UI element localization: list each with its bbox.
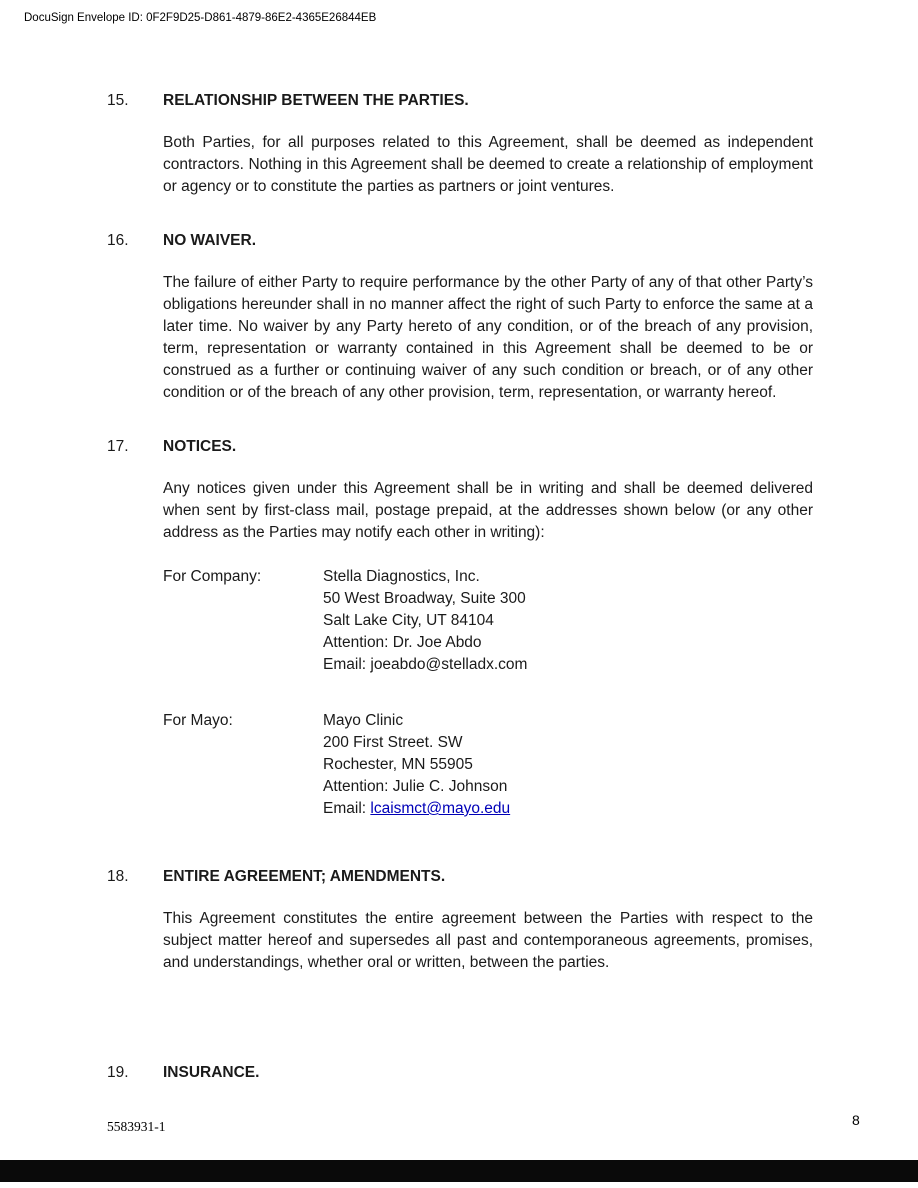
section-heading: NO WAIVER. bbox=[163, 232, 257, 249]
contact-line: Mayo Clinic bbox=[323, 712, 404, 729]
section-relationship bbox=[107, 90, 813, 198]
section-heading: INSURANCE. bbox=[163, 1064, 260, 1081]
page-bottom-edge bbox=[0, 1160, 918, 1182]
page-number: 8 bbox=[852, 1112, 860, 1128]
section-number: 19. bbox=[107, 1064, 129, 1081]
contact-line: Salt Lake City, UT 84104 bbox=[323, 612, 494, 629]
section-number: 15. bbox=[107, 92, 129, 109]
contact-email-line bbox=[323, 798, 510, 820]
contact-label: For Company: bbox=[163, 568, 262, 585]
contact-line: 200 First Street. SW bbox=[323, 734, 463, 751]
section-paragraph: The failure of either Party to require performance by the other Party of any of that other Party’s obligations hereunder shall in no manner affect the right of such Party to enforce the same at a later time. No waiver by any Party hereto of any condition, or of the breach of any provision, term, representation or warranty contained in this Agreement shall be deemed to be or construed as a further or continuing waiver of any such condition or breach, or of any other condition or of the breach of any other provision, term, representation, or warranty hereof. bbox=[163, 274, 813, 401]
contact-mayo bbox=[163, 710, 813, 820]
section-number: 16. bbox=[107, 232, 129, 249]
section-insurance bbox=[107, 1062, 813, 1084]
section-paragraph: Any notices given under this Agreement shall be in writing and shall be deemed delivered when sent by first-class mail, postage prepaid, at the addresses shown below (or any other address as the Parties may notify each other in writing): bbox=[163, 480, 813, 541]
section-heading: ENTIRE AGREEMENT; AMENDMENTS. bbox=[163, 868, 446, 885]
section-paragraph: This Agreement constitutes the entire agreement between the Parties with respect to the subject matter hereof and supersedes all past and contemporaneous agreements, promises, and understandings, whether oral or written, between the parties. bbox=[163, 910, 813, 971]
section-number: 18. bbox=[107, 868, 129, 885]
section-no-waiver bbox=[107, 230, 813, 404]
section-number: 17. bbox=[107, 438, 129, 455]
section-notices bbox=[107, 436, 813, 820]
contact-line: 50 West Broadway, Suite 300 bbox=[323, 590, 526, 607]
contact-label: For Mayo: bbox=[163, 712, 233, 729]
contact-line: Attention: Julie C. Johnson bbox=[323, 778, 508, 795]
contact-line: Attention: Dr. Joe Abdo bbox=[323, 634, 482, 651]
email-label: Email: bbox=[323, 800, 371, 817]
document-number: 5583931-1 bbox=[107, 1119, 166, 1134]
docusign-envelope-id: DocuSign Envelope ID: 0F2F9D25-D861-4879-86E2-4365E26844EB bbox=[24, 12, 377, 24]
contact-email-line: Email: joeabdo@stelladx.com bbox=[323, 656, 528, 673]
contact-line: Rochester, MN 55905 bbox=[323, 756, 473, 773]
section-entire-agreement bbox=[107, 866, 813, 974]
contact-company bbox=[163, 566, 813, 676]
document-body bbox=[107, 90, 813, 1084]
section-heading: NOTICES. bbox=[163, 438, 237, 455]
contact-line: Stella Diagnostics, Inc. bbox=[323, 568, 480, 585]
section-heading: RELATIONSHIP BETWEEN THE PARTIES. bbox=[163, 92, 469, 109]
section-paragraph: Both Parties, for all purposes related to this Agreement, shall be deemed as independent contractors. Nothing in this Agreement shall be deemed to create a relationship of employment or agency or to constitute the parties as partners or joint ventures. bbox=[163, 134, 813, 195]
mayo-email-link[interactable]: lcaismct@mayo.edu bbox=[370, 800, 511, 817]
